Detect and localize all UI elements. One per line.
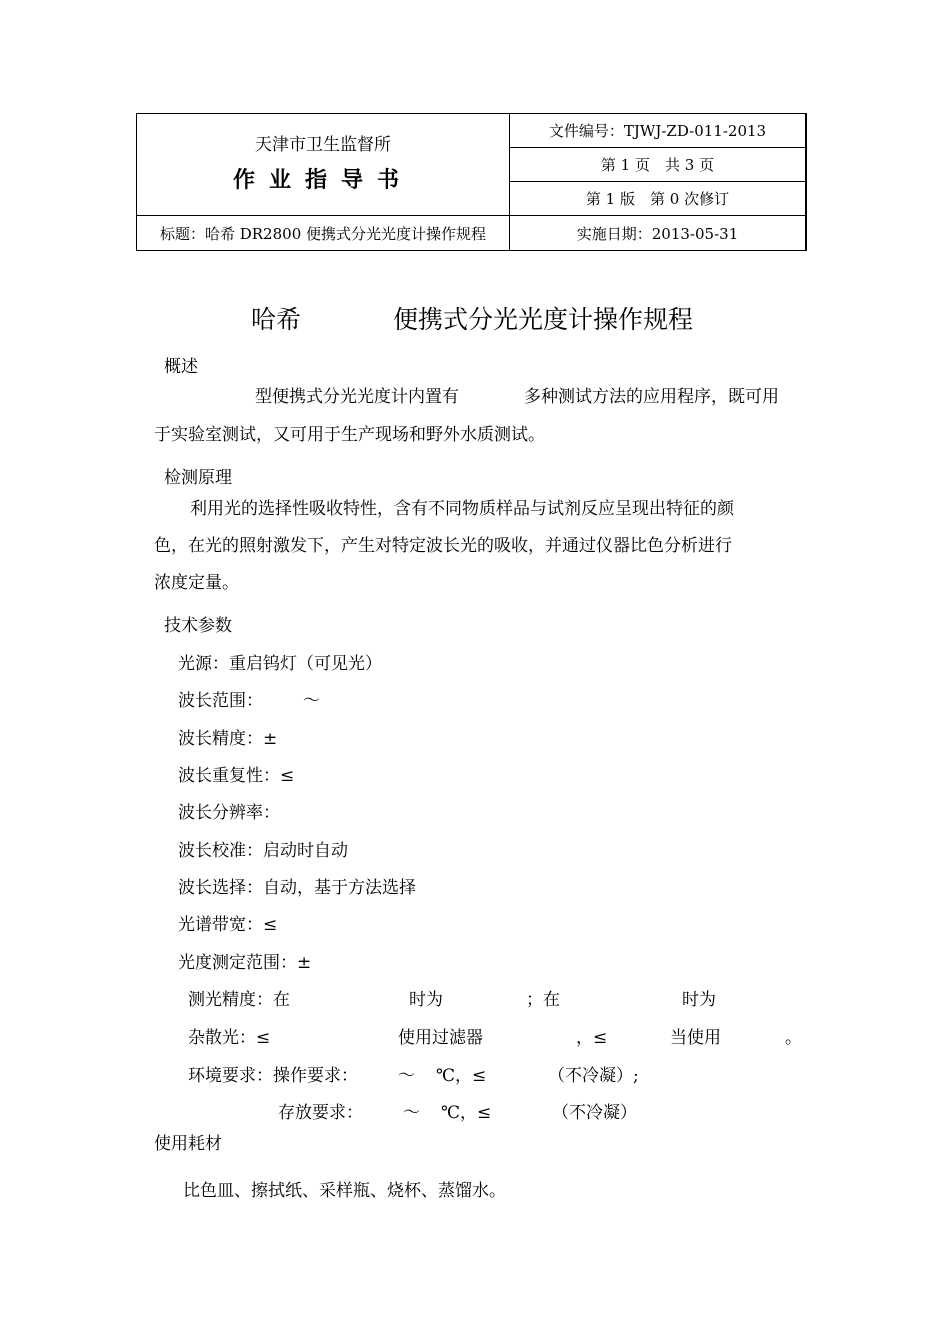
spec-wavelength-repeatability: 波长重复性：≤ [178,766,295,786]
spec-stray-light: 杂散光：≤ [188,1028,271,1048]
spec-wavelength-selection: 波长选择：自动，基于方法选择 [178,878,416,898]
org-cell [137,114,510,216]
spec-photometric-accuracy: ；在 [526,990,560,1010]
page-count: 第 1 页 共 3 页 [510,148,807,182]
organization-name: 天津市卫生监督所 [255,135,391,155]
consumables-list: 比色皿、擦拭纸、采样瓶、烧杯、蒸馏水。 [183,1181,506,1201]
spec-environment-operation: （不冷凝）; [548,1066,639,1086]
spec-photometric-accuracy: 时为 [682,990,716,1010]
overview-text: 型便携式分光光度计内置有 [255,387,459,407]
principle-text: 色，在光的照射激发下，产生对特定波长光的吸收，并通过仪器比色分析进行 [154,536,732,556]
spec-environment-storage: （不冷凝） [552,1103,637,1123]
page-title: 便携式分光光度计操作规程 [393,305,694,334]
section-heading-specs: 技术参数 [164,616,232,636]
spec-wavelength-resolution: 波长分辨率： [178,803,280,823]
edition-revision: 第 1 版 第 0 次修订 [510,182,807,216]
overview-text: 于实验室测试，又可用于生产现场和野外水质测试。 [154,425,545,445]
spec-wavelength-accuracy: 波长精度：± [178,729,278,749]
spec-wavelength-calibration: 波长校准：启动时自动 [178,841,348,861]
document-type: 作业指导书 [232,168,413,193]
effective-date: 实施日期：2013-05-31 [510,216,807,251]
spec-environment-operation: ～ [398,1066,415,1086]
section-heading-principle: 检测原理 [164,468,232,488]
spec-photometric-accuracy: 时为 [409,990,443,1010]
document-subject: 标题：哈希 DR2800 便携式分光光度计操作规程 [137,216,510,251]
principle-text: 浓度定量。 [154,573,239,593]
spec-environment-storage: 存放要求： [278,1103,363,1123]
spec-wavelength-range-symbol: ～ [303,691,320,711]
principle-text: 利用光的选择性吸收特性，含有不同物质样品与试剂反应呈现出特征的颜 [190,499,734,519]
spec-environment-storage: ～ [403,1103,420,1123]
document-number: 文件编号：TJWJ-ZD-011-2013 [510,114,807,148]
section-heading-consumables: 使用耗材 [154,1134,222,1154]
overview-text: 多种测试方法的应用程序，既可用 [524,387,779,407]
spec-photometric-accuracy: 测光精度：在 [188,990,290,1010]
spec-bandwidth: 光谱带宽：≤ [178,915,278,935]
document-header-table [136,113,807,250]
spec-stray-light: 当使用 [670,1028,721,1048]
page-title-brand: 哈希 [251,305,302,334]
spec-environment-operation: 环境要求：操作要求： [188,1066,358,1086]
spec-wavelength-range: 波长范围： [178,691,263,711]
spec-stray-light: ，≤ [576,1028,608,1048]
spec-photometric-range: 光度测定范围：± [178,953,312,973]
spec-environment-storage: ℃，≤ [441,1103,492,1123]
spec-stray-light: 。 [785,1028,802,1048]
spec-stray-light: 使用过滤器 [398,1028,483,1048]
spec-environment-operation: ℃，≤ [436,1066,487,1086]
spec-light-source: 光源：重启钨灯（可见光） [178,654,382,674]
section-heading-overview: 概述 [164,357,198,377]
